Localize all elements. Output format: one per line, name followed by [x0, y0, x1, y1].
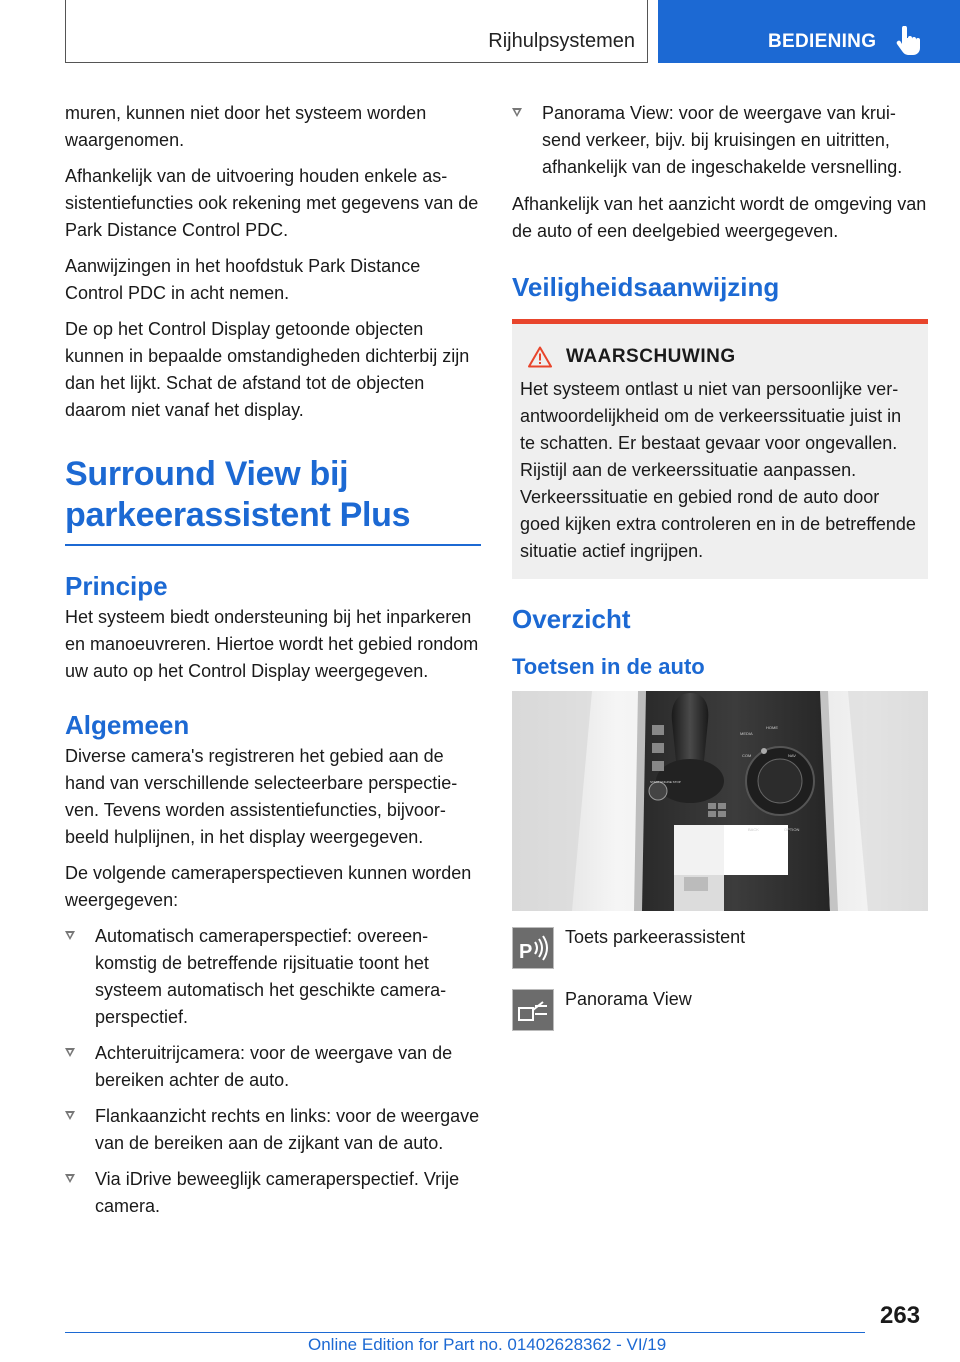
chapter-title: Surround View bij parkeerassistent Plus [65, 454, 481, 546]
header-section-title: Rijhulpsystemen [488, 30, 635, 52]
hand-pointer-icon [894, 26, 920, 56]
left-column [65, 100, 481, 1230]
button-explanation-row [512, 989, 928, 1031]
console-label-media: MEDIA [740, 731, 753, 736]
warning-box [512, 319, 928, 579]
console-label-nav: NAV [788, 753, 796, 758]
console-label-com: COM [742, 753, 752, 758]
warning-text: Verkeerssituatie en gebied rond de auto door goed kijken extra controleren en in de betreffende situatie actief ingrijpen. [520, 487, 916, 561]
park-assist-icon [512, 927, 554, 969]
footer-divider [65, 1332, 865, 1333]
list-item [512, 100, 928, 181]
button-label-park-assist: Toets parkeerassistent [565, 927, 746, 947]
svg-text:P: P [519, 941, 533, 963]
paragraph: muren, kunnen niet door het systeem worden waargenomen. [65, 103, 427, 150]
bullet-list [65, 923, 481, 1220]
bullet-list [512, 100, 928, 181]
list-item [65, 923, 481, 1031]
header-tab-label: BEDIENING [768, 31, 877, 52]
paragraph: De volgende cameraperspectieven kunnen worden weergegeven: [65, 863, 472, 910]
triangle-bullet-icon [65, 931, 75, 940]
console-label-option: OPTION [784, 827, 800, 832]
console-photo [512, 691, 928, 911]
header-chapter-tab [658, 0, 960, 63]
paragraph: Aanwijzingen in het hoofdstuk Park Distance Control PDC in acht nemen. [65, 256, 421, 303]
section-title-principe: Principe [65, 571, 168, 601]
paragraph: Diverse camera's registreren het gebied aan de hand van verschillende selecteerbare perspectieven. Tevens worden assistentiefuncties, bijvoorbeeld hulplijnen, in het display weergegeven. [65, 746, 458, 847]
list-item-text: Panorama View: voor de weergave van kruisend verkeer, bijv. bij kruisingen en uitritten, afhankelijk van de ingeschakelde versnelling. [542, 103, 903, 177]
footer-edition: Online Edition for Part no. 01402628362 - VI/19 [308, 1335, 667, 1354]
warning-triangle-icon [528, 346, 552, 368]
triangle-bullet-icon [65, 1174, 75, 1183]
header-section-box [65, 0, 648, 63]
list-item-text: Flankaanzicht rechts en links: voor de weergave van de bereiken aan de zijkant van de auto. [95, 1106, 480, 1153]
paragraph: Afhankelijk van de uitvoering houden enkele assistentiefuncties ook rekening met gegevens van de Park Distance Control PDC. [65, 166, 479, 240]
center-console-illustration [512, 691, 928, 911]
warning-text: Het systeem ontlast u niet van persoonlijke verantwoordelijkheid om de verkeerssituatie juist in te schatten. Er bestaat gevaar voor ongevallen. Rijstijl aan de verkeerssituatie aanpassen. [520, 379, 902, 480]
paragraph: Het systeem biedt ondersteuning bij het inparkeren en manoeuvreren. Hiertoe wordt het gebied rondom uw auto op het Control Display weergegeven. [65, 607, 479, 681]
button-label-panorama-view: Panorama View [565, 989, 692, 1009]
subsection-title-toetsen: Toetsen in de auto [512, 654, 705, 679]
section-title-overzicht: Overzicht [512, 604, 631, 634]
list-item-text: Via iDrive beweeglijk cameraperspectief. Vrije camera. [95, 1169, 460, 1216]
triangle-bullet-icon [65, 1048, 75, 1057]
button-explanation-row [512, 927, 928, 969]
paragraph: De op het Control Display getoonde objecten kunnen in bepaalde omstandigheden dichterbij zijn dan het lijkt. Schat de afstand tot de objecten daarom niet vanaf het display. [65, 319, 470, 420]
list-item-text: Automatisch cameraperspectief: overeenkomstig de betreffende rijsituatie toont het systeem automatisch het geschikte cameraperspectief. [95, 926, 447, 1027]
triangle-bullet-icon [512, 108, 522, 117]
page-number: 263 [880, 1302, 921, 1329]
console-label-home: HOME [766, 725, 778, 730]
triangle-bullet-icon [65, 1111, 75, 1120]
console-label-back: BACK [748, 827, 759, 832]
section-title-safety: Veiligheidsaanwijzing [512, 272, 780, 302]
list-item [65, 1166, 481, 1220]
list-item [65, 1040, 481, 1094]
warning-label: WAARSCHUWING [566, 346, 736, 367]
list-item [65, 1103, 481, 1157]
panorama-view-icon [512, 989, 554, 1031]
right-column [512, 100, 928, 1031]
console-label-start-stop: START ENGINE STOP [650, 780, 681, 784]
warning-header [520, 346, 920, 368]
paragraph: Afhankelijk van het aanzicht wordt de omgeving van de auto of een deelgebied weergegeven. [512, 194, 927, 241]
list-item-text: Achteruitrijcamera: voor de weergave van de bereiken achter de auto. [95, 1043, 453, 1090]
section-title-algemeen: Algemeen [65, 710, 190, 740]
